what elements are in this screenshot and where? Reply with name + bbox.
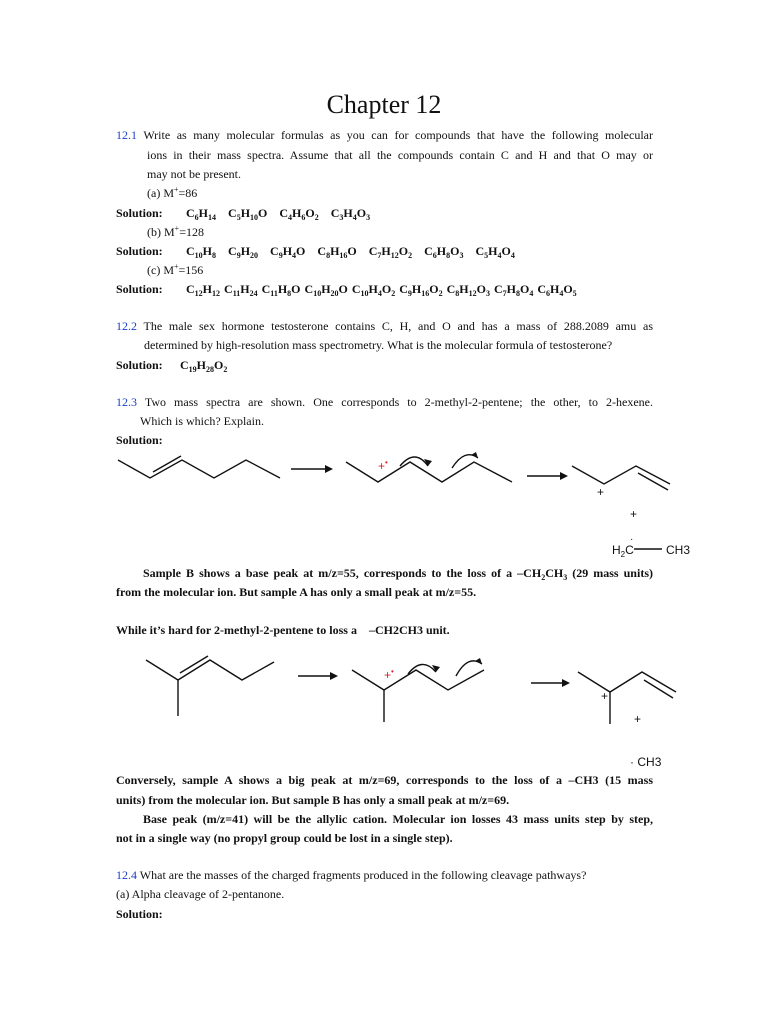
formula-testosterone: $C_{19}H_{28}O_2$ xyxy=(180,358,228,374)
problem-12-2-line2: determined by high-resolution mass spectrometry. What is the molecular formula of testosterone? xyxy=(144,338,613,352)
problem-12-1-line3: may not be present. xyxy=(147,167,241,181)
double-bond xyxy=(644,680,673,698)
cation-plus-sign: + xyxy=(597,485,605,499)
paragraph-sample-b-line2: from the molecular ion. But sample A has only a small peak at m/z=55. xyxy=(116,585,477,599)
part-c-label: (c) M+=156 xyxy=(147,262,204,277)
arrowhead xyxy=(562,679,570,687)
paragraph-base-peak-line2: not in a single way (no propyl group could be lost in a single step). xyxy=(116,831,453,845)
paragraph-sample-a-line2: units) from the molecular ion. But sample B has only a small peak at m/z=69. xyxy=(116,793,510,807)
problem-number: 12.2 xyxy=(116,319,137,333)
solution-label: Solution: xyxy=(116,244,163,258)
solution-label: Solution: xyxy=(116,358,163,372)
cation-plus-sign: +• xyxy=(384,667,394,682)
radical-dot: · xyxy=(630,534,634,545)
pentene-skeleton xyxy=(146,660,274,680)
problem-12-4-line1: 12.4 What are the masses of the charged fragments produced in the following cleavage pathways? xyxy=(116,868,587,882)
problem-number: 12.3 xyxy=(116,395,137,409)
methyl-radical-label: · CH3 xyxy=(630,755,662,769)
problem-12-4-line2: (a) Alpha cleavage of 2-pentanone. xyxy=(116,887,285,901)
radical-cation-chain xyxy=(352,667,484,690)
problem-12-3-line1: 12.3 Two mass spectra are shown. One corresponds to 2-methyl-2-pentene; the other, to 2-hexene. xyxy=(116,395,653,409)
problem-text: Write as many molecular formulas as you can for compounds that have the following molecular xyxy=(143,128,653,142)
problem-12-3-line2: Which is which? Explain. xyxy=(140,414,264,428)
solution-label: Solution: xyxy=(116,282,163,296)
arrowhead xyxy=(330,672,338,680)
cation-plus-sign: + xyxy=(601,689,609,703)
plus-sign: + xyxy=(630,507,638,521)
formula-list-c: $C_{12}H_{12}$ $C_{11}H_{24}$ $C_{11}H_8O$ $C_{10}H_{20}O$ $C_{10}H_4O_2$ $C_9H_{16}O_2$ $C_8H_{12}O_3$ $C_7H_8O_4$ $C_6H_4O_5$ xyxy=(186,282,577,298)
allyl-cation xyxy=(578,672,676,692)
paragraph-base-peak: Base peak (m/z=41) will be the allylic cation. Molecular ion losses 43 mass units step by step, xyxy=(143,812,653,826)
h2c-radical-label: $H_2C$ xyxy=(612,543,634,559)
solution-label: Solution: xyxy=(116,433,163,447)
solution-label: Solution: xyxy=(116,206,163,220)
problem-12-2-line1: 12.2 The male sex hormone testosterone contains C, H, and O and has a mass of 288.2089 amu as xyxy=(116,319,653,333)
part-a-label: (a) M+=86 xyxy=(147,185,198,200)
formula-list-b: $C_{10}H_8$ $C_9H_{20}$ $C_9H_4O$ $C_8H_{16}O$ $C_7H_{12}O_2$ $C_6H_8O_3$ $C_5H_4O_4$ xyxy=(186,244,515,260)
paragraph-sample-b: Sample B shows a base peak at m/z=55, corresponds to the loss of a $-CH_2CH_3$ (29 mass units) xyxy=(143,566,653,582)
formula-list-a: $C_6H_{14}$ $C_5H_{10}O$ $C_4H_6O_2$ $C_3H_4O_3$ xyxy=(186,206,371,222)
problem-number: 12.1 xyxy=(116,128,137,142)
paragraph-methylpentene: While it’s hard for 2-methyl-2-pentene to loss a –CH2CH3 unit. xyxy=(116,623,450,637)
paragraph-sample-a: Conversely, sample A shows a big peak at m/z=69, corresponds to the loss of a –CH3 (15 mass xyxy=(116,773,653,787)
cation-plus-sign: +• xyxy=(378,458,388,473)
ch3-label: CH3 xyxy=(666,543,691,557)
solution-label: Solution: xyxy=(116,907,163,921)
chapter-title: Chapter 12 xyxy=(326,90,442,119)
problem-number: 12.4 xyxy=(116,868,137,882)
plus-sign: + xyxy=(634,712,642,726)
part-b-label: (b) M+=128 xyxy=(147,224,204,239)
arrowhead xyxy=(475,658,482,664)
problem-12-1-line2: ions in their mass spectra. Assume that all the compounds contain C and H and that O may or xyxy=(147,148,653,162)
